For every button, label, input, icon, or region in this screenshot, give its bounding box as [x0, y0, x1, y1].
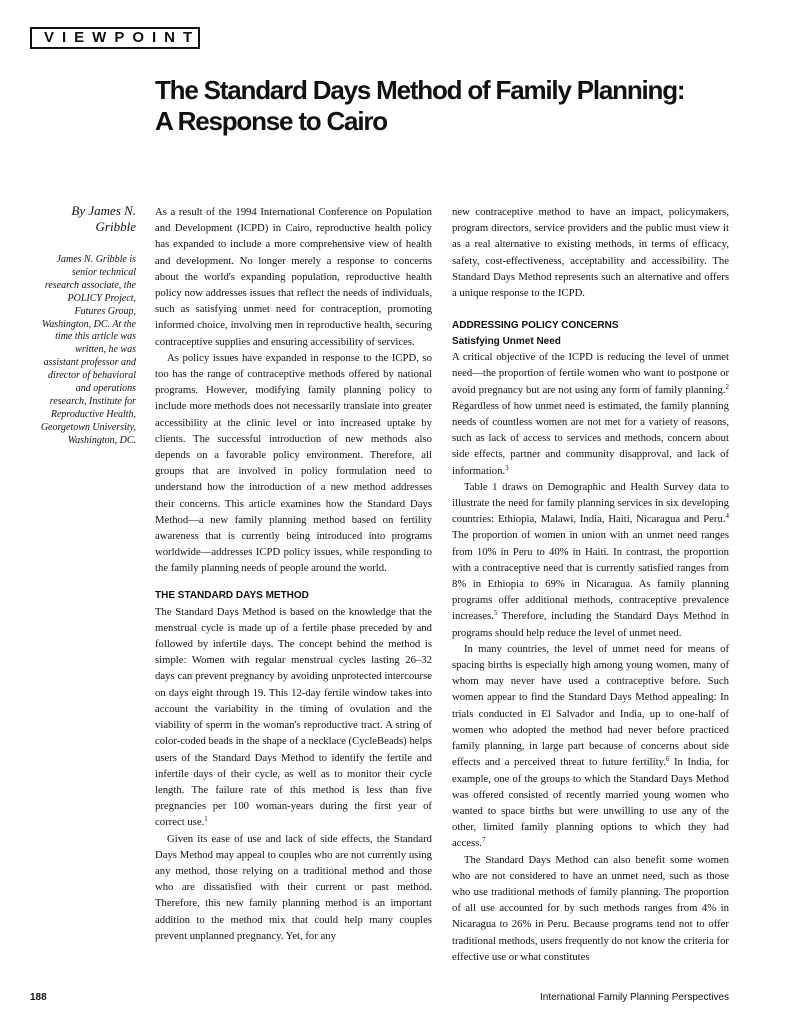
reference-marker: 7 — [481, 836, 486, 845]
paragraph-text: In many countries, the level of unmet need for means of spacing births is especially high among young women, many of whom may never have used a contraceptive before. Such women appear to find the Standard Days Method appealing: In trials conducted in El Salvador and India, up to one-half of women who adopted the method had never before practiced family planning, in large part because of concerns about side effects and a perceived threat to future fertility. — [452, 642, 729, 769]
title-line-2: A Response to Cairo — [155, 106, 387, 136]
author-sidebar — [40, 203, 136, 448]
paragraph — [452, 641, 729, 852]
paragraph: As policy issues have expanded in response to the ICPD, so too has the range of contraceptive methods offered by national programs. However, modifying family planning policy to include more methods does not necessarily translate into greater accessibility at the clinic level or into increased uptake by clients. The successful introduction of new methods also depends on a favorable policy environment. Therefore, all groups that are involved in policy formulation need to understand how the introduction of a new method addresses their concerns. This article examines how the Standard Days Method—a new family planning method based on fertility awareness that is currently being introduced into programs worldwide—addresses ICPD policy issues, while responding to the family planning needs of people around the world. — [155, 351, 432, 575]
title-line-1: The Standard Days Method of Family Planning: — [155, 75, 685, 105]
byline-line-1: By James N. — [71, 203, 136, 218]
journal-name: International Family Planning Perspectives — [540, 992, 729, 1003]
reference-marker: 2 — [725, 382, 729, 391]
reference-marker: 3 — [505, 463, 509, 472]
paragraph-text: The proportion of women in union with an unmet need ranges from 10% in Peru to 40% in Haiti. In contrast, the proportion with a contraceptive need that is currently satisfied ranges from 8% in Ethiopia to 69% in Nicaragua. As family planning programs offer additional methods, contraceptive prevalence increases. — [452, 529, 729, 623]
section-label: VIEWPOINT — [30, 27, 200, 49]
paragraph-text: The Standard Days Method is based on the knowledge that the menstrual cycle is made up of a fertile phase preceded by and followed by infertile days. The concept behind the method is simple: Women with regular menstrual cycles lasting 26–32 days can prevent pregnancy by avoiding unprotected intercourse on days eight through 19. This 12-day fertile window takes into account the variability in the timing of ovulation and the viability of sperm in the woman's reproductive tract. A string of color-coded beads in the shape of a necklace (CycleBeads) helps users of the Standard Days Method to identify the fertile and infertile days of their cycle, as well as to monitor their cycle length. The failure rate of this method is less than five pregnancies per 100 woman-years during the first year of correct use. — [155, 605, 432, 829]
paragraph-text: A critical objective of the ICPD is reducing the level of unmet need—the proportion of fertile women who want to postpone or avoid pregnancy but are not using any form of family planning. — [452, 351, 729, 396]
reference-marker: 6 — [665, 755, 670, 764]
section-heading: ADDRESSING POLICY CONCERNS — [452, 320, 619, 332]
paragraph: The Standard Days Method can also benefit some women who are not considered to have an unmet need, such as those who use traditional methods of family planning. The proportion of all use accounted for by such methods ranges from 4% in Nicaragua to 26% in Peru. Because programs tend not to offer traditional methods, users frequently do not know the criteria for effective use or what constitutes — [452, 853, 729, 963]
reference-marker: 1 — [204, 815, 208, 824]
paragraph — [452, 479, 729, 641]
reference-marker: 5 — [493, 609, 498, 618]
byline — [40, 203, 136, 235]
paragraph — [155, 604, 432, 831]
paragraph: As a result of the 1994 International Conference on Population and Development (ICPD) in Cairo, reproductive health policy has expanded to include a more comprehensive view of health and development. No longer merely a response to concerns about the world's expanding population, reproductive health policy now addresses issues that reflect the needs of individuals, such as satisfying unmet need for contraception, promoting informed choice, involving men in reproductive health, securing contraceptive supplies and ensuring accessibility of services. — [155, 206, 432, 348]
page-number: 188 — [30, 992, 47, 1003]
paragraph-text: Therefore, including the Standard Days Method in programs should help reduce the level of unmet need. — [452, 610, 729, 639]
byline-line-2: Gribble — [95, 219, 136, 234]
paragraph: new contraceptive method to have an impact, policymakers, program directors, service providers and the public must view it as a real alternative to existing methods, in terms of efficacy, safety, cost-effectiveness, acceptability and accessibility. The Standard Days Method represents such an alternative and offers a unique response to the ICPD. — [452, 206, 729, 300]
body-column-1 — [155, 204, 432, 944]
paragraph-text: Regardless of how unmet need is estimated, the family planning needs of countless women are not met for a variety of reasons, such as lack of access to services and methods, concern about side effects, partner and community disapproval, and lack of information. — [452, 399, 729, 477]
author-bio: James N. Gribble is senior technical research associate, the POLICY Project, Futures Group, Washington, DC. At the time this article was written, he was assistant professor and director of behavioral and operations research, Institute for Reproductive Health, Georgetown University, Washington, DC. — [40, 254, 136, 446]
paragraph: Given its ease of use and lack of side effects, the Standard Days Method may appeal to couples who are not currently using any method, those relying on a traditional method and those who are dissatisfied with their current or past method. Therefore, this new family planning method is an important addition to the method mix that could help many couples prevent unplanned pregnancy. Yet, for any — [155, 832, 432, 942]
reference-marker: 4 — [725, 512, 729, 521]
article-title — [155, 75, 715, 137]
paragraph — [452, 349, 729, 479]
paragraph-text: In India, for example, one of the groups to which the Standard Days Method was offered consisted of recently married young women who wanted to space births but were unwilling to use any of the other, limited family planning options to which they had access. — [452, 756, 729, 850]
section-heading: THE STANDARD DAYS METHOD — [155, 589, 309, 601]
subsection-heading: Satisfying Unmet Need — [452, 336, 561, 348]
body-column-2 — [452, 204, 729, 965]
paragraph-text: Table 1 draws on Demographic and Health Survey data to illustrate the need for family planning services in six developing countries: Ethiopia, Malawi, India, Haiti, Nicaragua and Peru. — [452, 480, 729, 526]
